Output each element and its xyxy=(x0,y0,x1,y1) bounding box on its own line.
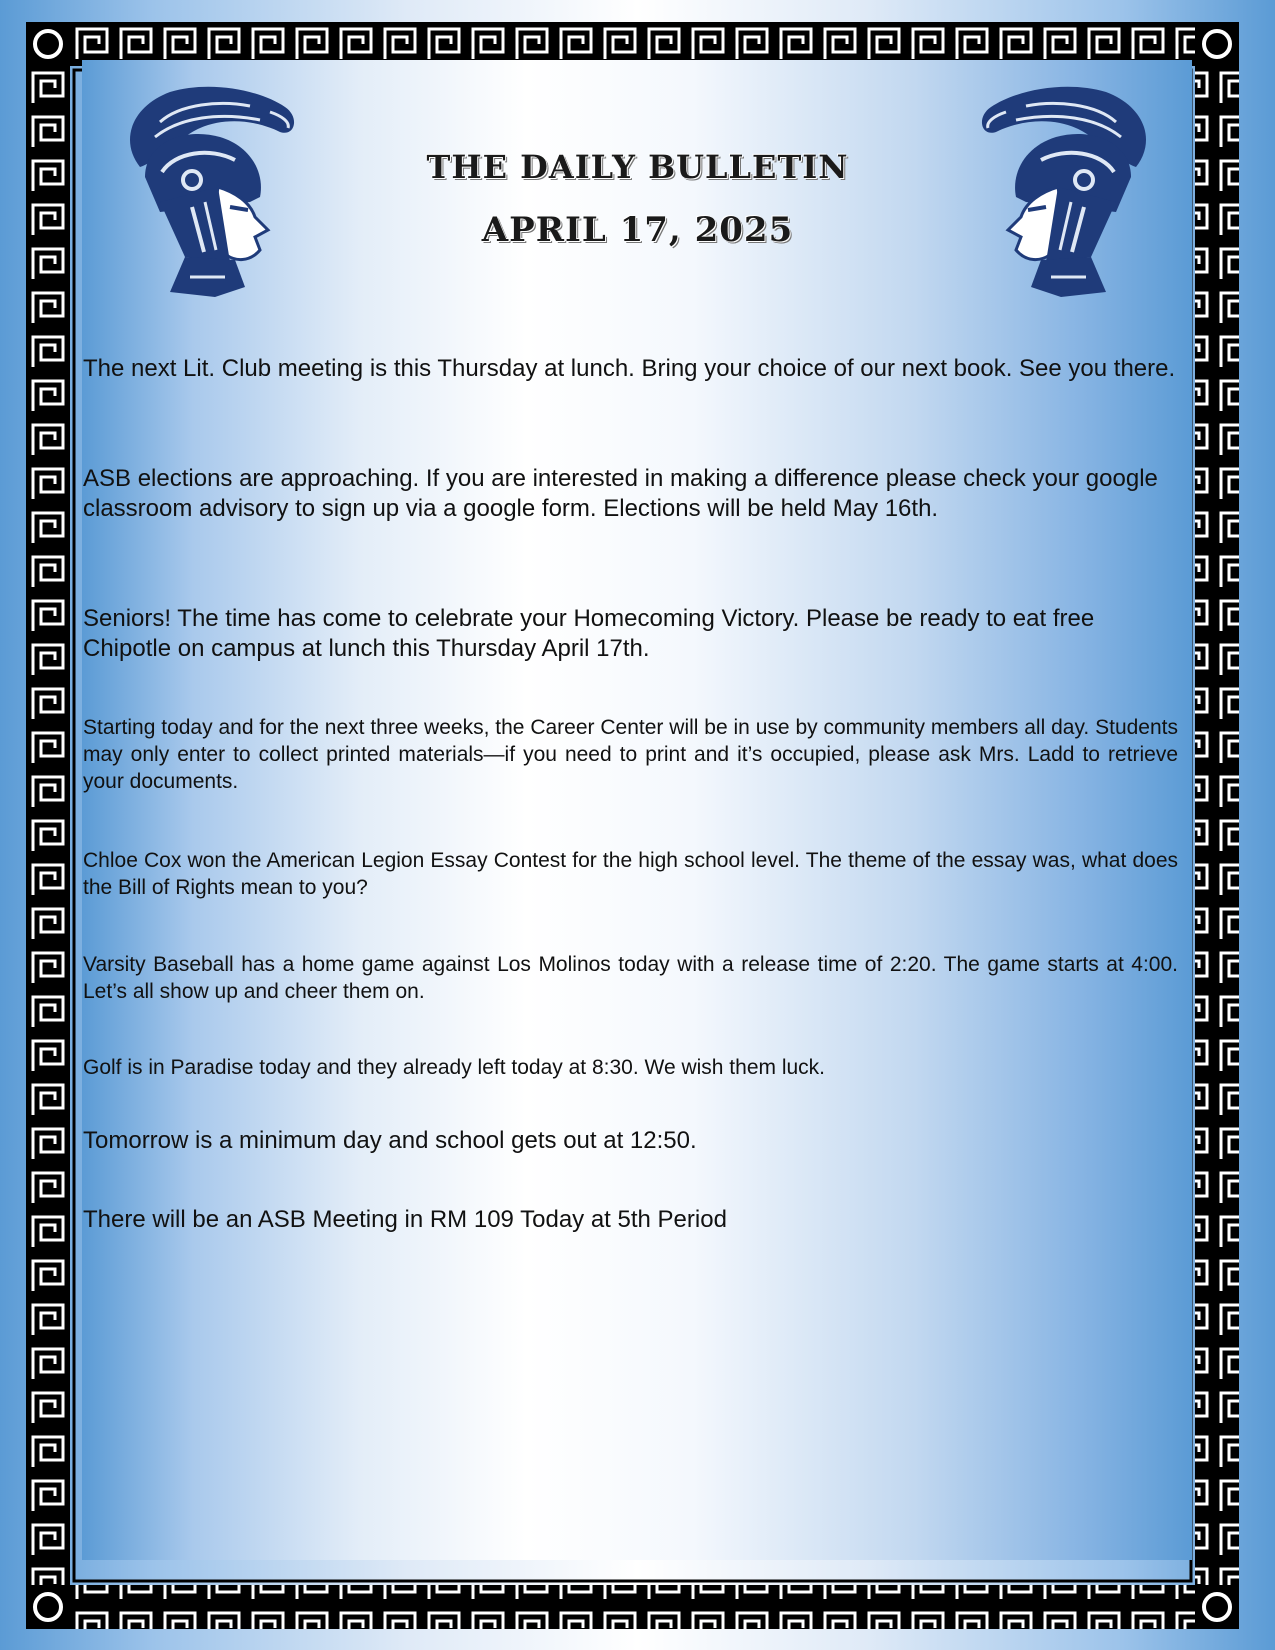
border-left xyxy=(26,66,70,1585)
bulletin-date: APRIL 17, 2025 xyxy=(481,210,794,250)
announcement-asb-meeting: There will be an ASB Meeting in RM 109 Today at 5th Period xyxy=(83,1206,727,1233)
announcement-baseball: Varsity Baseball has a home game against Los Molinos today with a release time of 2:20. The game starts at 4:00. Let’s all show up and cheer them on. xyxy=(83,953,1178,1003)
announcement-lit-club: The next Lit. Club meeting is this Thursday at lunch. Bring your choice of our next book. See you there. xyxy=(83,355,1176,382)
announcement-essay-contest: Chloe Cox won the American Legion Essay Contest for the high school level. The theme of the essay was, what does the Bill of Rights mean to you? xyxy=(83,849,1178,899)
border-corner-2 xyxy=(26,1585,70,1629)
bulletin-title: THE DAILY BULLETIN xyxy=(426,148,849,186)
trojan-helmet-icon xyxy=(966,82,1176,302)
announcement-career-center: Starting today and for the next three weeks, the Career Center will be in use by community members all day. Students may only enter to collect printed materials—if you need to print and it’s occupied, please ask Mrs. Ladd to retrieve your documents. xyxy=(83,716,1178,793)
border-bottom xyxy=(26,1585,1239,1629)
border-right xyxy=(1195,66,1239,1585)
border-corner-0 xyxy=(26,22,70,66)
trojan-helmet-icon xyxy=(100,82,310,302)
announcement-golf: Golf is in Paradise today and they already left today at 8:30. We wish them luck. xyxy=(83,1056,826,1079)
announcement-asb-elections: ASB elections are approaching. If you are interested in making a difference please check your google classroom advisory to sign up via a google form. Elections will be held May 16th. xyxy=(83,465,1158,522)
announcement-minimum-day: Tomorrow is a minimum day and school gets out at 12:50. xyxy=(83,1127,697,1154)
right-mascot xyxy=(966,82,1176,302)
border-corner-1 xyxy=(1195,22,1239,66)
announcement-seniors: Seniors! The time has come to celebrate your Homecoming Victory. Please be ready to eat free Chipotle on campus at lunch this Thursday April 17th. xyxy=(83,605,1095,662)
border-corner-3 xyxy=(1195,1585,1239,1629)
left-mascot xyxy=(100,82,310,302)
